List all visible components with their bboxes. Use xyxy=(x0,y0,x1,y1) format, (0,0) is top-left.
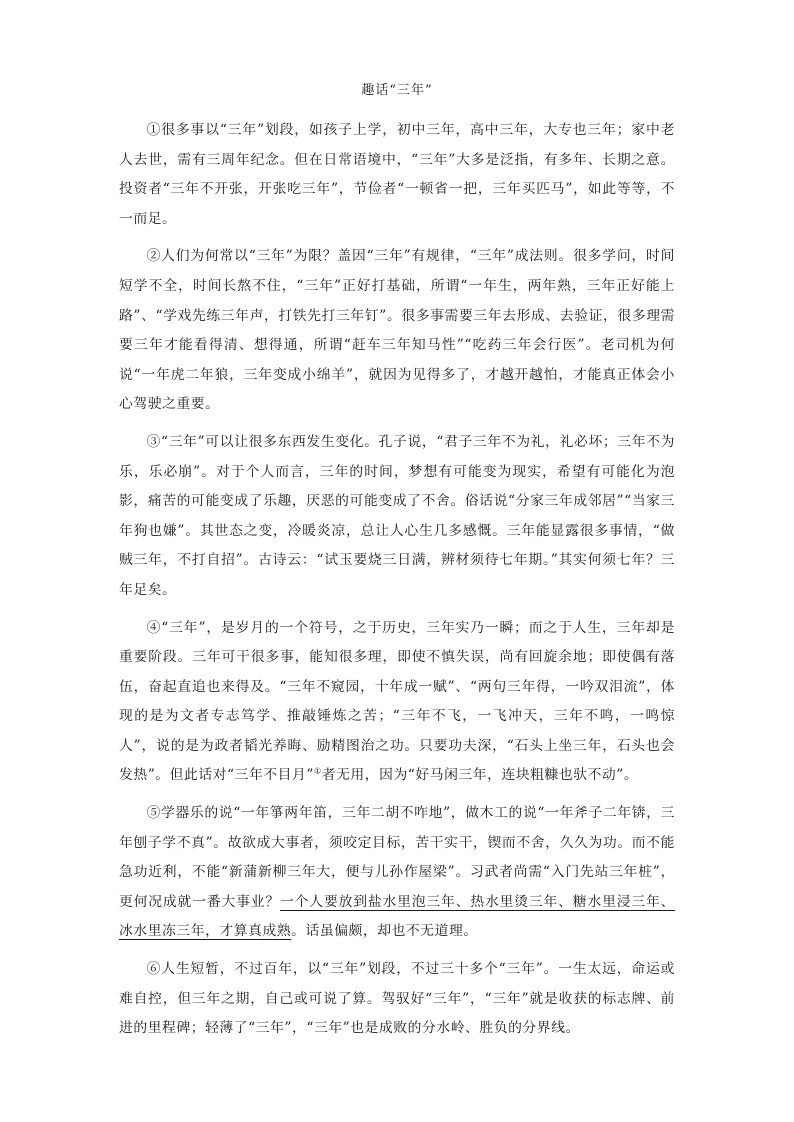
footnote-marker: ① xyxy=(313,766,322,776)
paragraph-2: ②人们为何常以“三年”为限？盖因“三年”有规律，“三年”成法则。很多学问，时间短学不全，时间长熬不住，“三年”正好打基础，所谓“一年生，两年熟，三年正好能上路”、“学戏先练三年声，打铁先打三年钉”。很多事需要三年去形成、去验证，很多理需要三年才能看得清、想得通，所谓“赶车三年知马性”“吃药三年会行医”。老司机为何说“一年虎二年狼，三年变成小绵羊”，就因为见得多了，才越开越怕，才能真正体会小心驾驶之重要。 xyxy=(119,248,675,413)
underlined-sentence: 一个人要放到盐水里泡三年、热水里烫三年、糖水里浸三年、冰水里冻三年，才算真成熟 xyxy=(119,893,675,940)
paragraph-1: ①很多事以“三年”划段，如孩子上学，初中三年，高中三年，大专也三年；家中老人去世，需有三周年纪念。但在日常语境中，“三年”大多是泛指，有多年、长期之意。投资者“三年不开张，开张吃三年”，节俭者“一顿省一把，三年买匹马”，如此等等，不一而足。 xyxy=(119,122,675,227)
paragraph-4-text-before: ④“三年”，是岁月的一个符号，之于历史，三年实乃一瞬；而之于人生，三年却是重要阶段。三年可干很多事，能知很多理，即使不慎失误，尚有回旋余地；即使偶有落伍，奋起直追也来得及。“三年不窥园，十年成一赋”、“两句三年得，一吟双泪流”，体现的是为文者专志笃学、推敲锤炼之苦；“三年不飞，一飞冲天，三年不鸣，一鸣惊人”，说的是为政者韬光养晦、励精图治之功。只要功夫深，“石头上坐三年，石头也会发热”。但此话对“三年不目月” xyxy=(119,619,675,784)
paragraph-4 xyxy=(119,614,675,792)
article-body xyxy=(119,116,675,1052)
paragraph-3: ③“三年”可以让很多东西发生变化。孔子说，“君子三年不为礼，礼必坏；三年不为乐，乐必崩”。对于个人而言，三年的时间，梦想有可能变为现实，希望有可能化为泡影，痛苦的可能变成了乐趣，厌恶的可能变成了不舍。俗话说“分家三年成邻居”“当家三年狗也嫌”。其世态之变，冷暖炎凉，总让人心生几多感慨。三年能显露很多事情，“做贼三年，不打自招”。古诗云：“试玉要烧三日满，辨材须待七年期。”其实何须七年？三年足矣。 xyxy=(119,433,675,598)
paragraph-5 xyxy=(119,799,675,947)
paragraph-5-text-after: 。话虽偏颇，却也不无道理。 xyxy=(291,923,478,940)
paragraph-4-text-after: 者无用，因为“好马闲三年，连块粗糠也驮不动”。 xyxy=(321,767,639,784)
paragraph-5-text-before: ⑤学器乐的说“一年箏两年笛，三年二胡不咋地”，做木工的说“一年斧子二年锛，三年刨子学不真”。故欲成大事者，须咬定目标，苦干实干，锲而不舍，久久为功。而不能急功近利，不能“新蒲新柳三年大，便与儿孙作屋梁”。习武者尚需“入门先站三年桩”，更何况成就一番大事业？ xyxy=(119,805,675,910)
article-title: 趣话“三年” xyxy=(361,83,433,98)
paragraph-6: ⑥人生短暂，不过百年，以“三年”划段，不过三十多个“三年”。一生太远，命运或难自控，但三年之期，自己或可说了算。驾驭好“三年”，“三年”就是收获的标志牌、前进的里程碑；轻薄了“三年”，“三年”也是成败的分水岭、胜负的分界线。 xyxy=(119,961,675,1037)
